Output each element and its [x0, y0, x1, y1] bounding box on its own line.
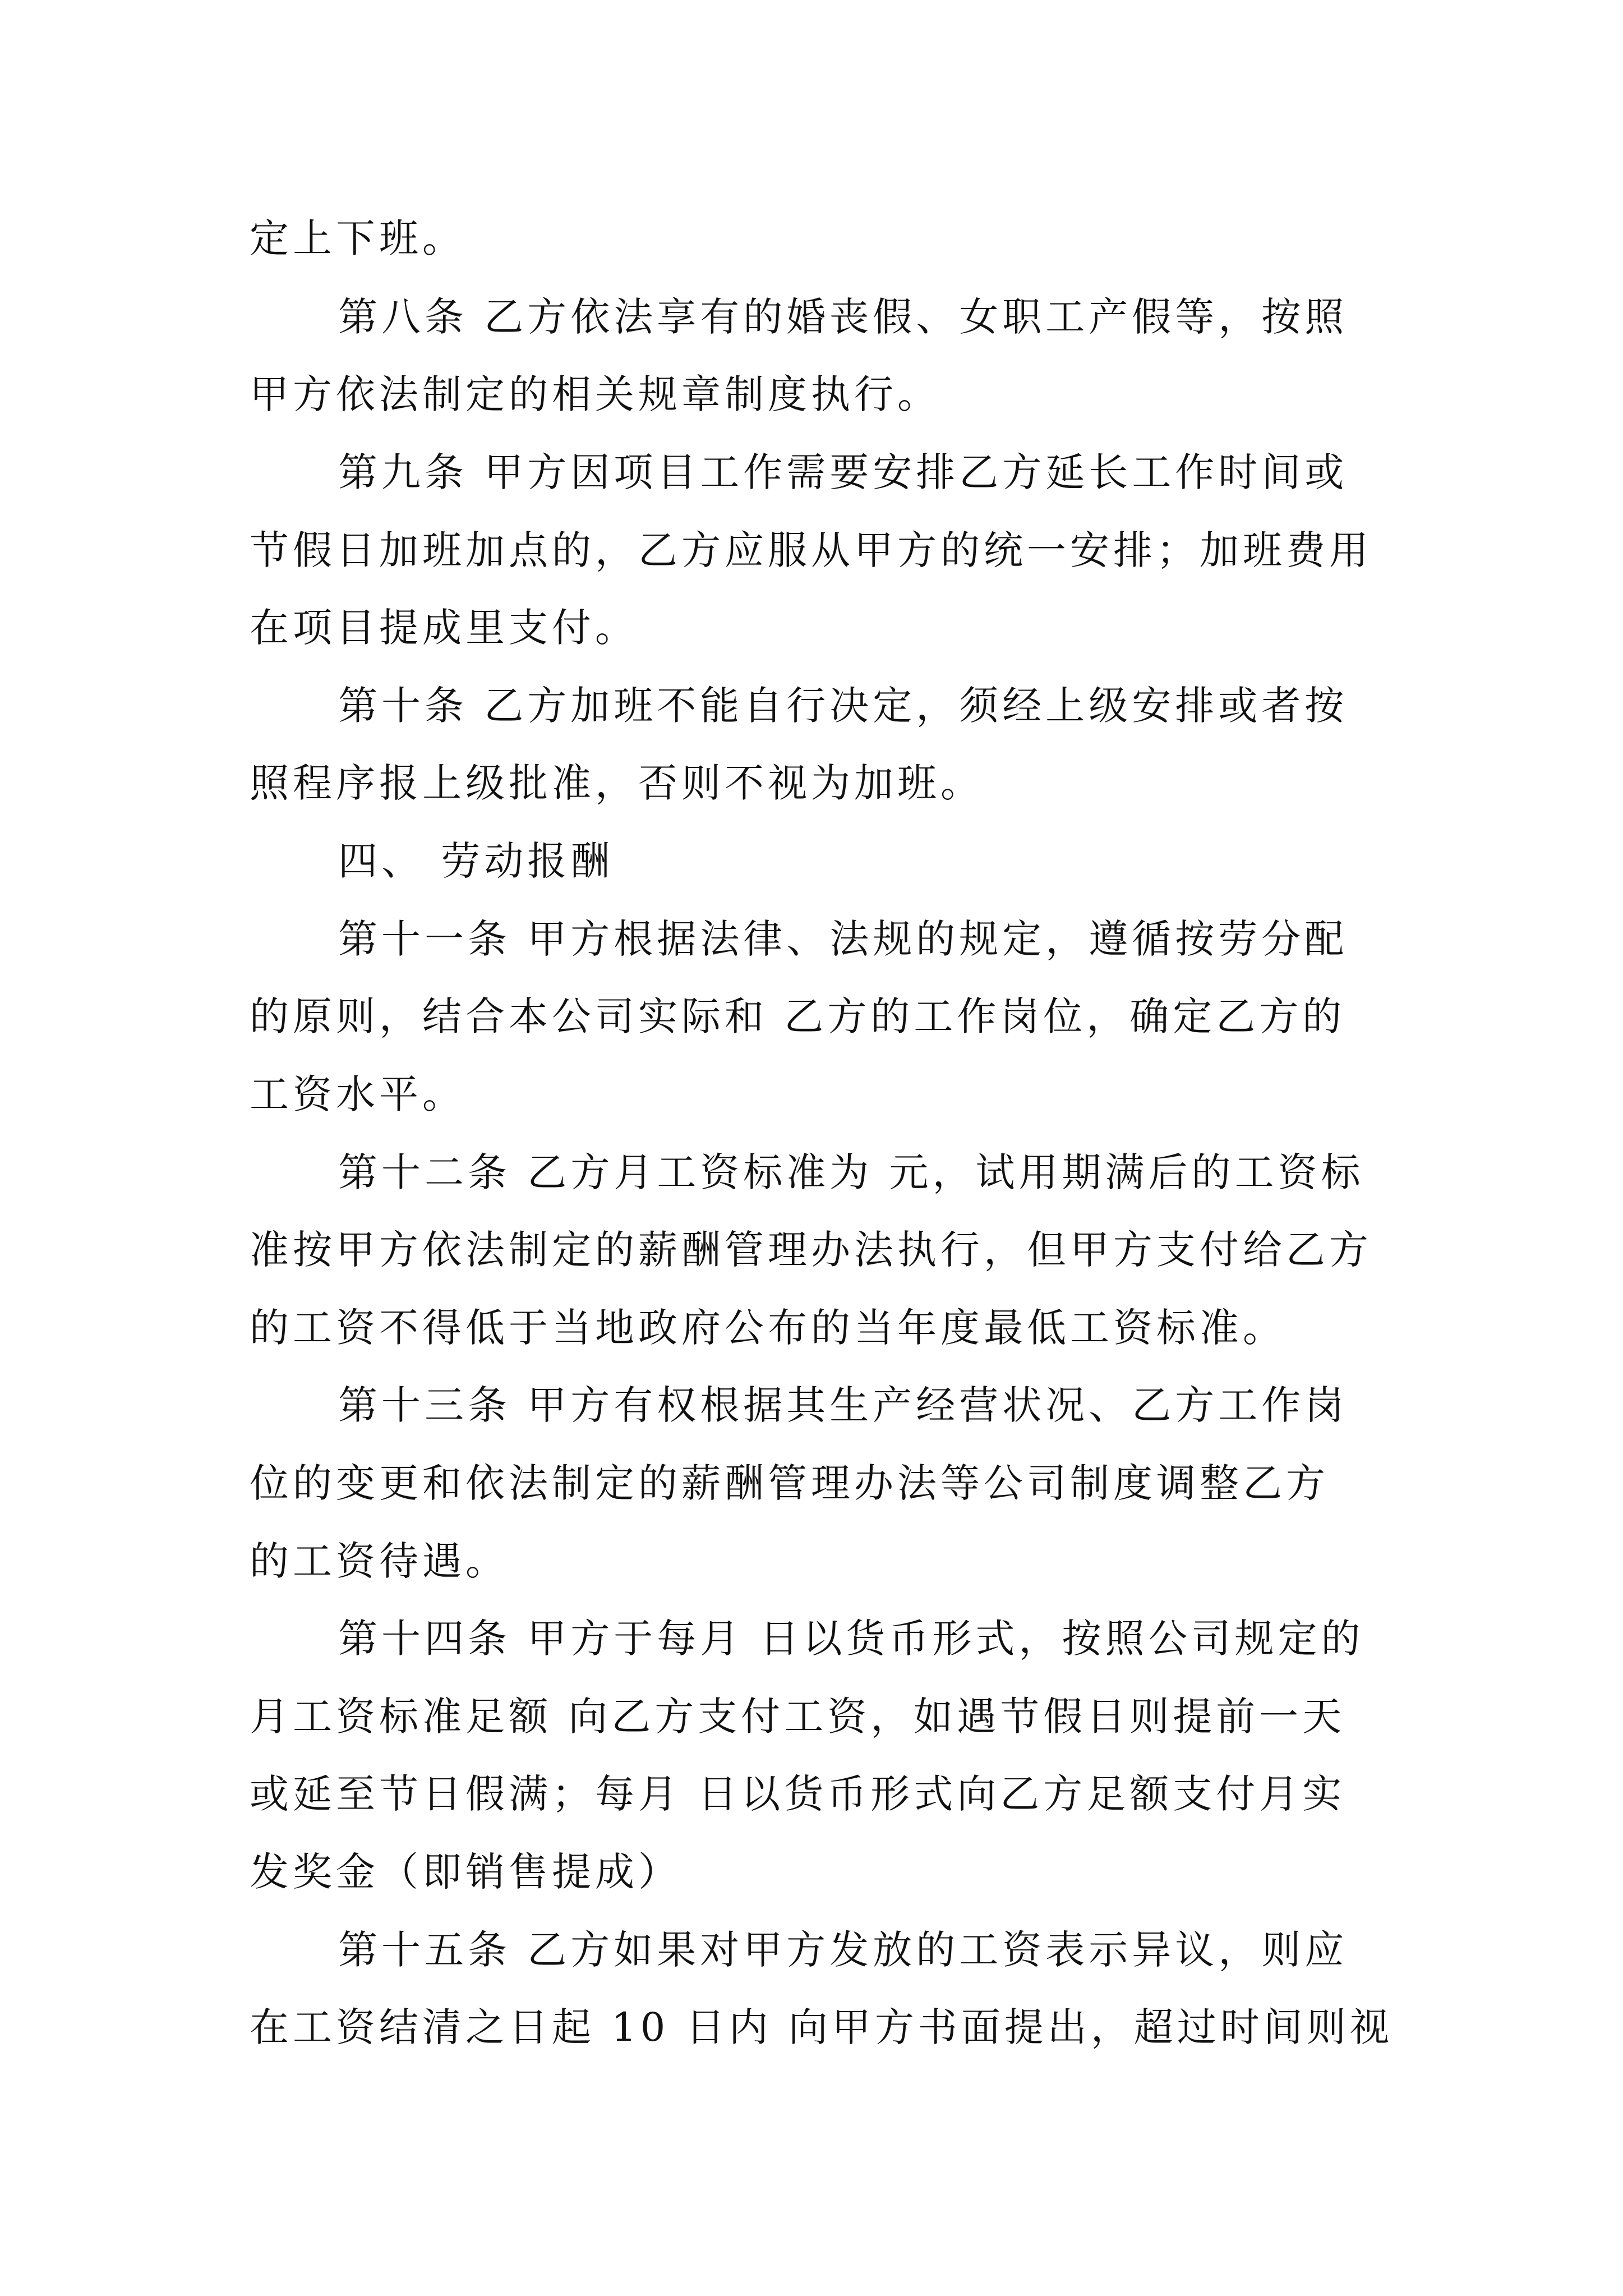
- article-9-line-2: 节假日加班加点的，乙方应服从甲方的统一安排；加班费用: [250, 527, 1372, 573]
- article-14-line-4: 发奖金（即销售提成）: [250, 1849, 681, 1895]
- article-14-line-1: 第十四条 甲方于每月 日以货币形式，按照公司规定的: [338, 1616, 1364, 1662]
- article-13-line-2: 位的变更和依法制定的薪酬管理办法等公司制度调整乙方: [250, 1460, 1329, 1506]
- article-15-line-2: 在工资结清之日起 10 日内 向甲方书面提出，超过时间则视: [250, 2004, 1393, 2050]
- article-13-line-1: 第十三条 甲方有权根据其生产经营状况、乙方工作岗: [338, 1382, 1348, 1428]
- article-14-line-3: 或延至节日假满；每月 日以货币形式向乙方足额支付月实: [250, 1771, 1346, 1817]
- article-8-line-1: 第八条 乙方依法享有的婚丧假、女职工产假等，按照: [338, 294, 1348, 340]
- article-10-line-1: 第十条 乙方加班不能自行决定，须经上级安排或者按: [338, 683, 1348, 729]
- article-13-line-3: 的工资待遇。: [250, 1538, 509, 1584]
- article-11-line-1: 第十一条 甲方根据法律、法规的规定，遵循按劳分配: [338, 916, 1348, 962]
- article-12-line-2: 准按甲方依法制定的薪酬管理办法执行，但甲方支付给乙方: [250, 1227, 1372, 1273]
- article-15-line-1: 第十五条 乙方如果对甲方发放的工资表示异议，则应: [338, 1927, 1348, 1973]
- article-11-line-3: 工资水平。: [250, 1071, 465, 1117]
- article-14-line-2: 月工资标准足额 向乙方支付工资，如遇节假日则提前一天: [250, 1694, 1346, 1740]
- article-9-line-3: 在项目提成里支付。: [250, 605, 638, 651]
- article-8-line-2: 甲方依法制定的相关规章制度执行。: [250, 371, 940, 417]
- article-9-line-1: 第九条 甲方因项目工作需要安排乙方延长工作时间或: [338, 449, 1348, 495]
- article-12-line-1: 第十二条 乙方月工资标准为 元，试用期满后的工资标: [338, 1149, 1364, 1195]
- section-heading: 四、 劳动报酬: [338, 838, 614, 884]
- article-12-line-3: 的工资不得低于当地政府公布的当年度最低工资标准。: [250, 1305, 1286, 1351]
- text-line: 定上下班。: [250, 215, 465, 261]
- article-10-line-2: 照程序报上级批准，否则不视为加班。: [250, 760, 984, 806]
- article-11-line-2: 的原则，结合本公司实际和 乙方的工作岗位，确定乙方的: [250, 993, 1346, 1039]
